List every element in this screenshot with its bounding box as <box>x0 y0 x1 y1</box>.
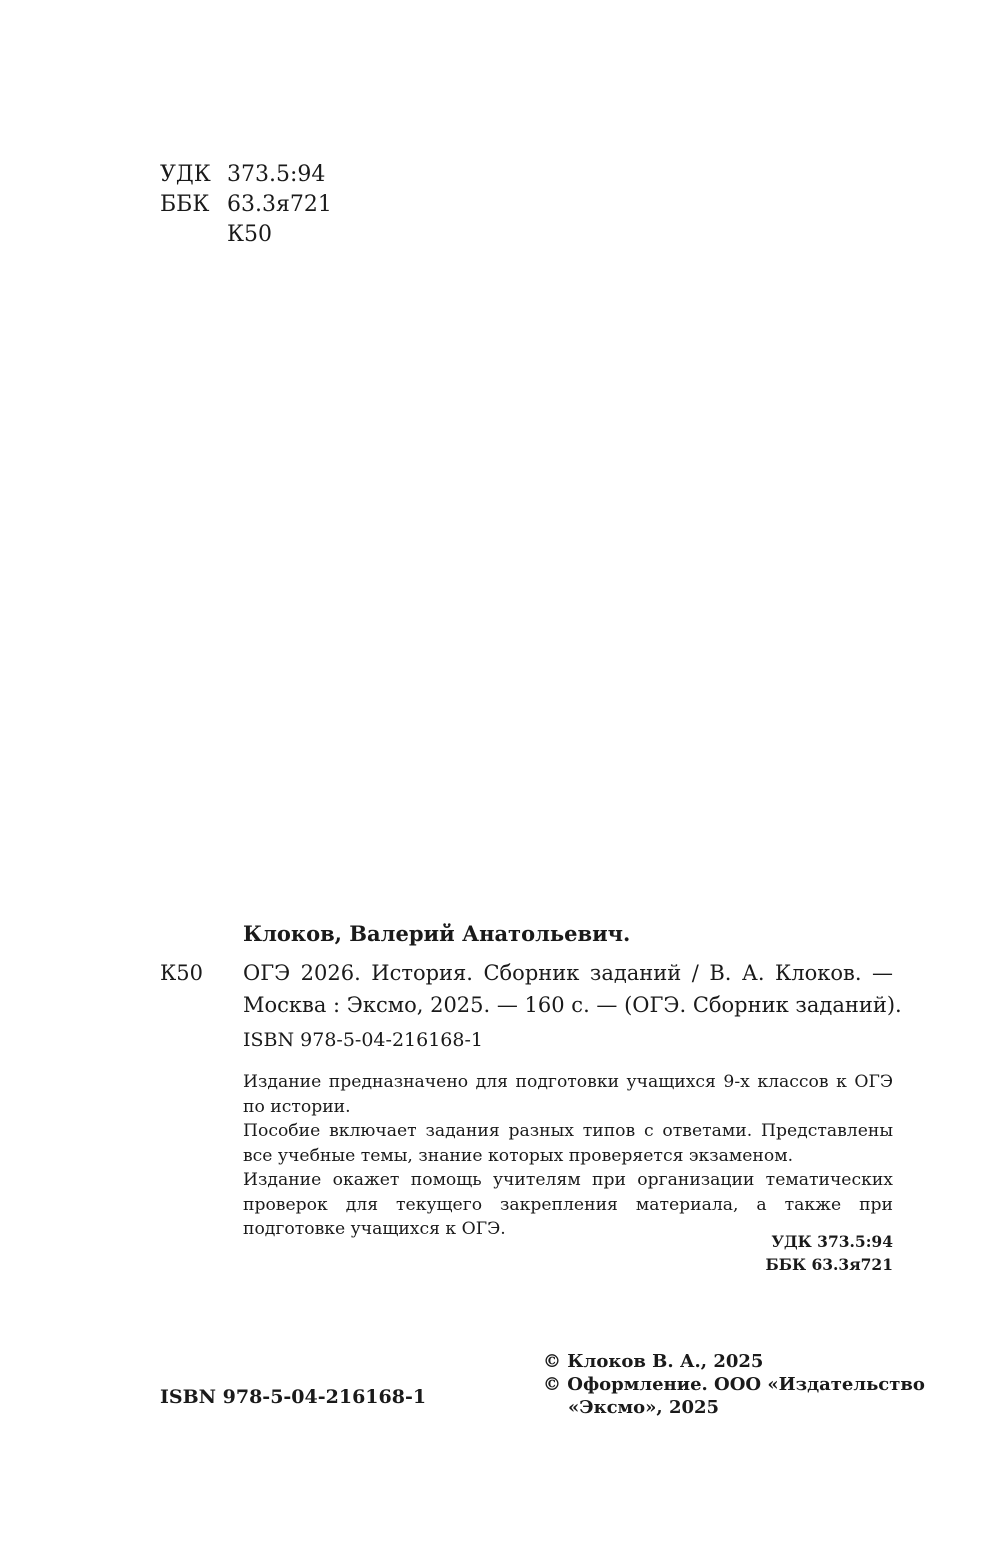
bottom-udk: УДК 373.5:94 <box>771 1232 893 1251</box>
footer-isbn: ISBN 978-5-04-216168-1 <box>160 1386 427 1408</box>
bibliographic-description <box>243 957 902 1021</box>
bottom-classification <box>593 1230 893 1276</box>
bbk-row <box>160 190 332 220</box>
title-line-1: ОГЭ 2026. История. Сборник заданий / В. А. Клоков. — <box>243 961 893 985</box>
copyright-author: © Клоков В. А., 2025 <box>543 1351 764 1372</box>
bottom-bbk: ББК 63.3я721 <box>765 1255 893 1274</box>
author-mark-row <box>160 220 332 250</box>
annotation-paragraph: Издание предназначено для подготовки учащихся 9-х классов к ОГЭ по истории. <box>243 1072 893 1117</box>
bbk-label: ББК <box>160 192 210 217</box>
title-line-2: Москва : Эксмо, 2025. — 160 с. — (ОГЭ. Сборник заданий). <box>243 993 902 1017</box>
copyright-block <box>543 1350 925 1419</box>
annotation-paragraph: Пособие включает задания разных типов с ответами. Представлены все учебные темы, знание которых проверяется экзаменом. <box>243 1121 893 1166</box>
record-author-mark: К50 <box>160 961 203 985</box>
annotation-paragraph: Издание окажет помощь учителям при организации тематических проверок для текущего закрепления материала, а также при подготовке учащихся к ОГЭ. <box>243 1170 893 1239</box>
copyright-design-line-2: «Эксмо», 2025 <box>568 1397 720 1418</box>
top-author-mark: К50 <box>227 222 273 247</box>
udk-row <box>160 160 332 190</box>
udk-label: УДК <box>160 162 211 187</box>
bbk-value: 63.3я721 <box>227 192 332 217</box>
copyright-design-line-1: © Оформление. ООО «Издательство <box>543 1374 925 1395</box>
record-isbn: ISBN 978-5-04-216168-1 <box>243 1029 483 1051</box>
udk-value: 373.5:94 <box>227 162 326 187</box>
author-heading: Клоков, Валерий Анатольевич. <box>243 921 631 946</box>
annotation <box>243 1070 893 1242</box>
top-classification <box>160 160 332 250</box>
